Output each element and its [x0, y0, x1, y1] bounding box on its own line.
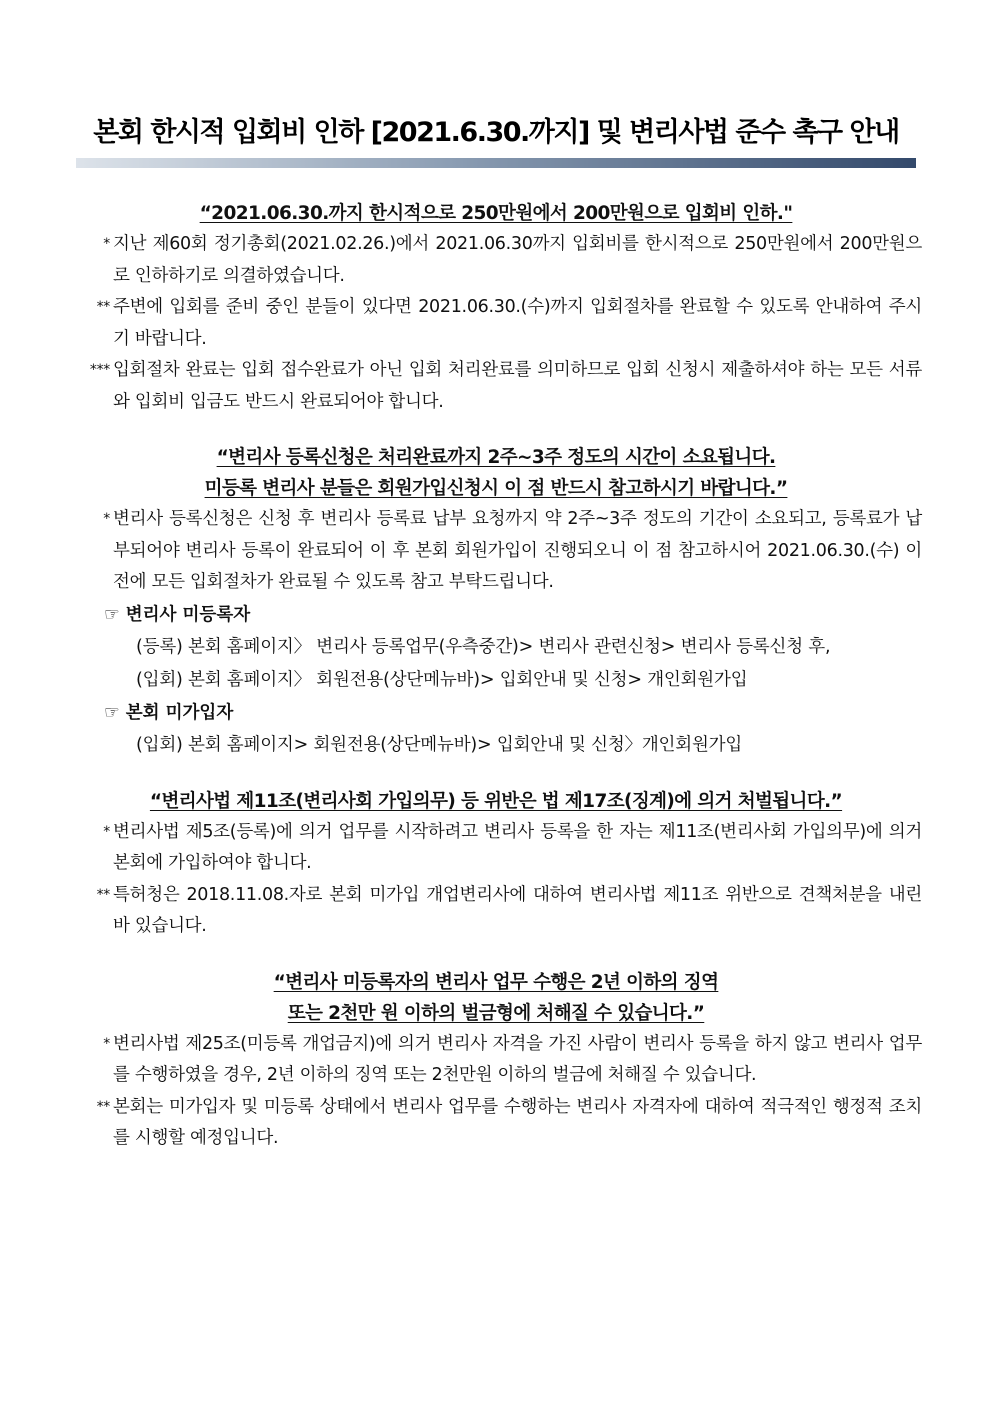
asterisk-mark: *: [103, 236, 110, 252]
section-registration: [0, 442, 992, 762]
heading-line: “2021.06.30.까지 한시적으로 250만원에서 200만원으로 입회비 인하.": [199, 203, 793, 224]
section-heading: [0, 198, 992, 229]
heading-line: “변리사 등록신청은 처리완료까지 2주~3주 정도의 시간이 소요됩니다.: [216, 447, 776, 468]
guide-nonmember: [0, 697, 992, 729]
asterisk-mark: *: [103, 823, 110, 840]
section-entrance-fee: [0, 198, 992, 418]
list-item: [0, 504, 992, 599]
list-item: [0, 229, 992, 292]
guide-path: (입회) 본회 홈페이지> 회원전용(상단메뉴바)> 입회안내 및 신청〉개인회원가입: [136, 734, 743, 755]
list-item: [0, 1029, 992, 1092]
asterisk-mark: ***: [89, 362, 110, 378]
section-heading: [0, 442, 992, 504]
guide-label: 본회 미가입자: [125, 702, 234, 723]
guide-unregistered: [0, 599, 992, 631]
pointing-hand-icon: ☞: [104, 604, 120, 625]
item-text: 변리사법 제5조(등록)에 의거 업무를 시작하려고 변리사 등록을 한 자는 제11조(변리사회 가입의무)에 의거 본회에 가입하여야 합니다.: [113, 821, 922, 873]
page-title: 본회 한시적 입회비 인하 [2021.6.30.까지] 및 변리사법 준수 촉구 안내: [93, 117, 899, 148]
list-item: [0, 880, 992, 943]
list-item: [0, 355, 992, 418]
guide-path: (입회) 본회 홈페이지〉 회원전용(상단메뉴바)> 입회안내 및 신청> 개인회원가입: [136, 669, 748, 690]
list-item: [0, 817, 992, 880]
guide-label: 변리사 미등록자: [125, 604, 251, 625]
pointing-hand-icon: ☞: [104, 702, 120, 723]
asterisk-mark: **: [96, 1098, 110, 1115]
item-text: 본회는 미가입자 및 미등록 상태에서 변리사 업무를 수행하는 변리사 자격자에 대하여 적극적인 행정적 조치를 시행할 예정입니다.: [113, 1096, 922, 1148]
notice-content: [0, 198, 992, 1179]
heading-line: 미등록 변리사 분들은 회원가입신청시 이 점 반드시 참고하시기 바랍니다.”: [204, 478, 788, 499]
item-text: 변리사 등록신청은 신청 후 변리사 등록료 납부 요청까지 약 2주~3주 정도의 기간이 소요되고, 등록료가 납부되어야 변리사 등록이 완료되어 이 후 본회 회원가입이 진행되오니 이 점 참고하시어 2021.06.30.(수) 이전에 모든 입회절차가 완료될 수 있도록 참고 부탁드립니다.: [113, 509, 922, 592]
section-penalty: [0, 967, 992, 1155]
item-text: 특허청은 2018.11.08.자로 본회 미가입 개업변리사에 대하여 변리사법 제11조 위반으로 견책처분을 내린 바 있습니다.: [113, 884, 922, 936]
asterisk-mark: *: [103, 511, 110, 527]
item-text: 변리사법 제25조(미등록 개업금지)에 의거 변리사 자격을 가진 사람이 변리사 등록을 하지 않고 변리사 업무를 수행하였을 경우, 2년 이하의 징역 또는 2천만원 이하의 벌금에 처해질 수 있습니다.: [113, 1033, 922, 1085]
heading-line: 또는 2천만 원 이하의 벌금형에 처해질 수 있습니다.”: [287, 1002, 705, 1024]
asterisk-mark: **: [96, 886, 110, 903]
item-text: 지난 제60회 정기총회(2021.02.26.)에서 2021.06.30까지 입회비를 한시적으로 250만원에서 200만원으로 인하하기로 의결하였습니다.: [113, 234, 922, 286]
guide-path: (등록) 본회 홈페이지〉 변리사 등록업무(우측중간)> 변리사 관련신청> 변리사 등록신청 후,: [136, 636, 831, 657]
asterisk-mark: *: [103, 1035, 110, 1052]
heading-line: “변리사 미등록자의 변리사 업무 수행은 2년 이하의 징역: [273, 971, 719, 993]
title-underline-bar: [76, 158, 916, 168]
section-membership-duty: [0, 786, 992, 943]
item-text: 주변에 입회를 준비 중인 분들이 있다면 2021.06.30.(수)까지 입회절차를 완료할 수 있도록 안내하여 주시기 바랍니다.: [113, 297, 922, 349]
heading-line: “변리사법 제11조(변리사회 가입의무) 등 위반은 법 제17조(징계)에 의거 처벌됩니다.”: [149, 790, 843, 812]
section-heading: [0, 786, 992, 817]
list-item: [0, 1092, 992, 1155]
item-text: 입회절차 완료는 입회 접수완료가 아닌 입회 처리완료를 의미하므로 입회 신청시 제출하셔야 하는 모든 서류와 입회비 입금도 반드시 완료되어야 합니다.: [113, 360, 922, 412]
list-item: [0, 292, 992, 355]
section-heading: [0, 967, 992, 1029]
asterisk-mark: **: [96, 299, 110, 315]
